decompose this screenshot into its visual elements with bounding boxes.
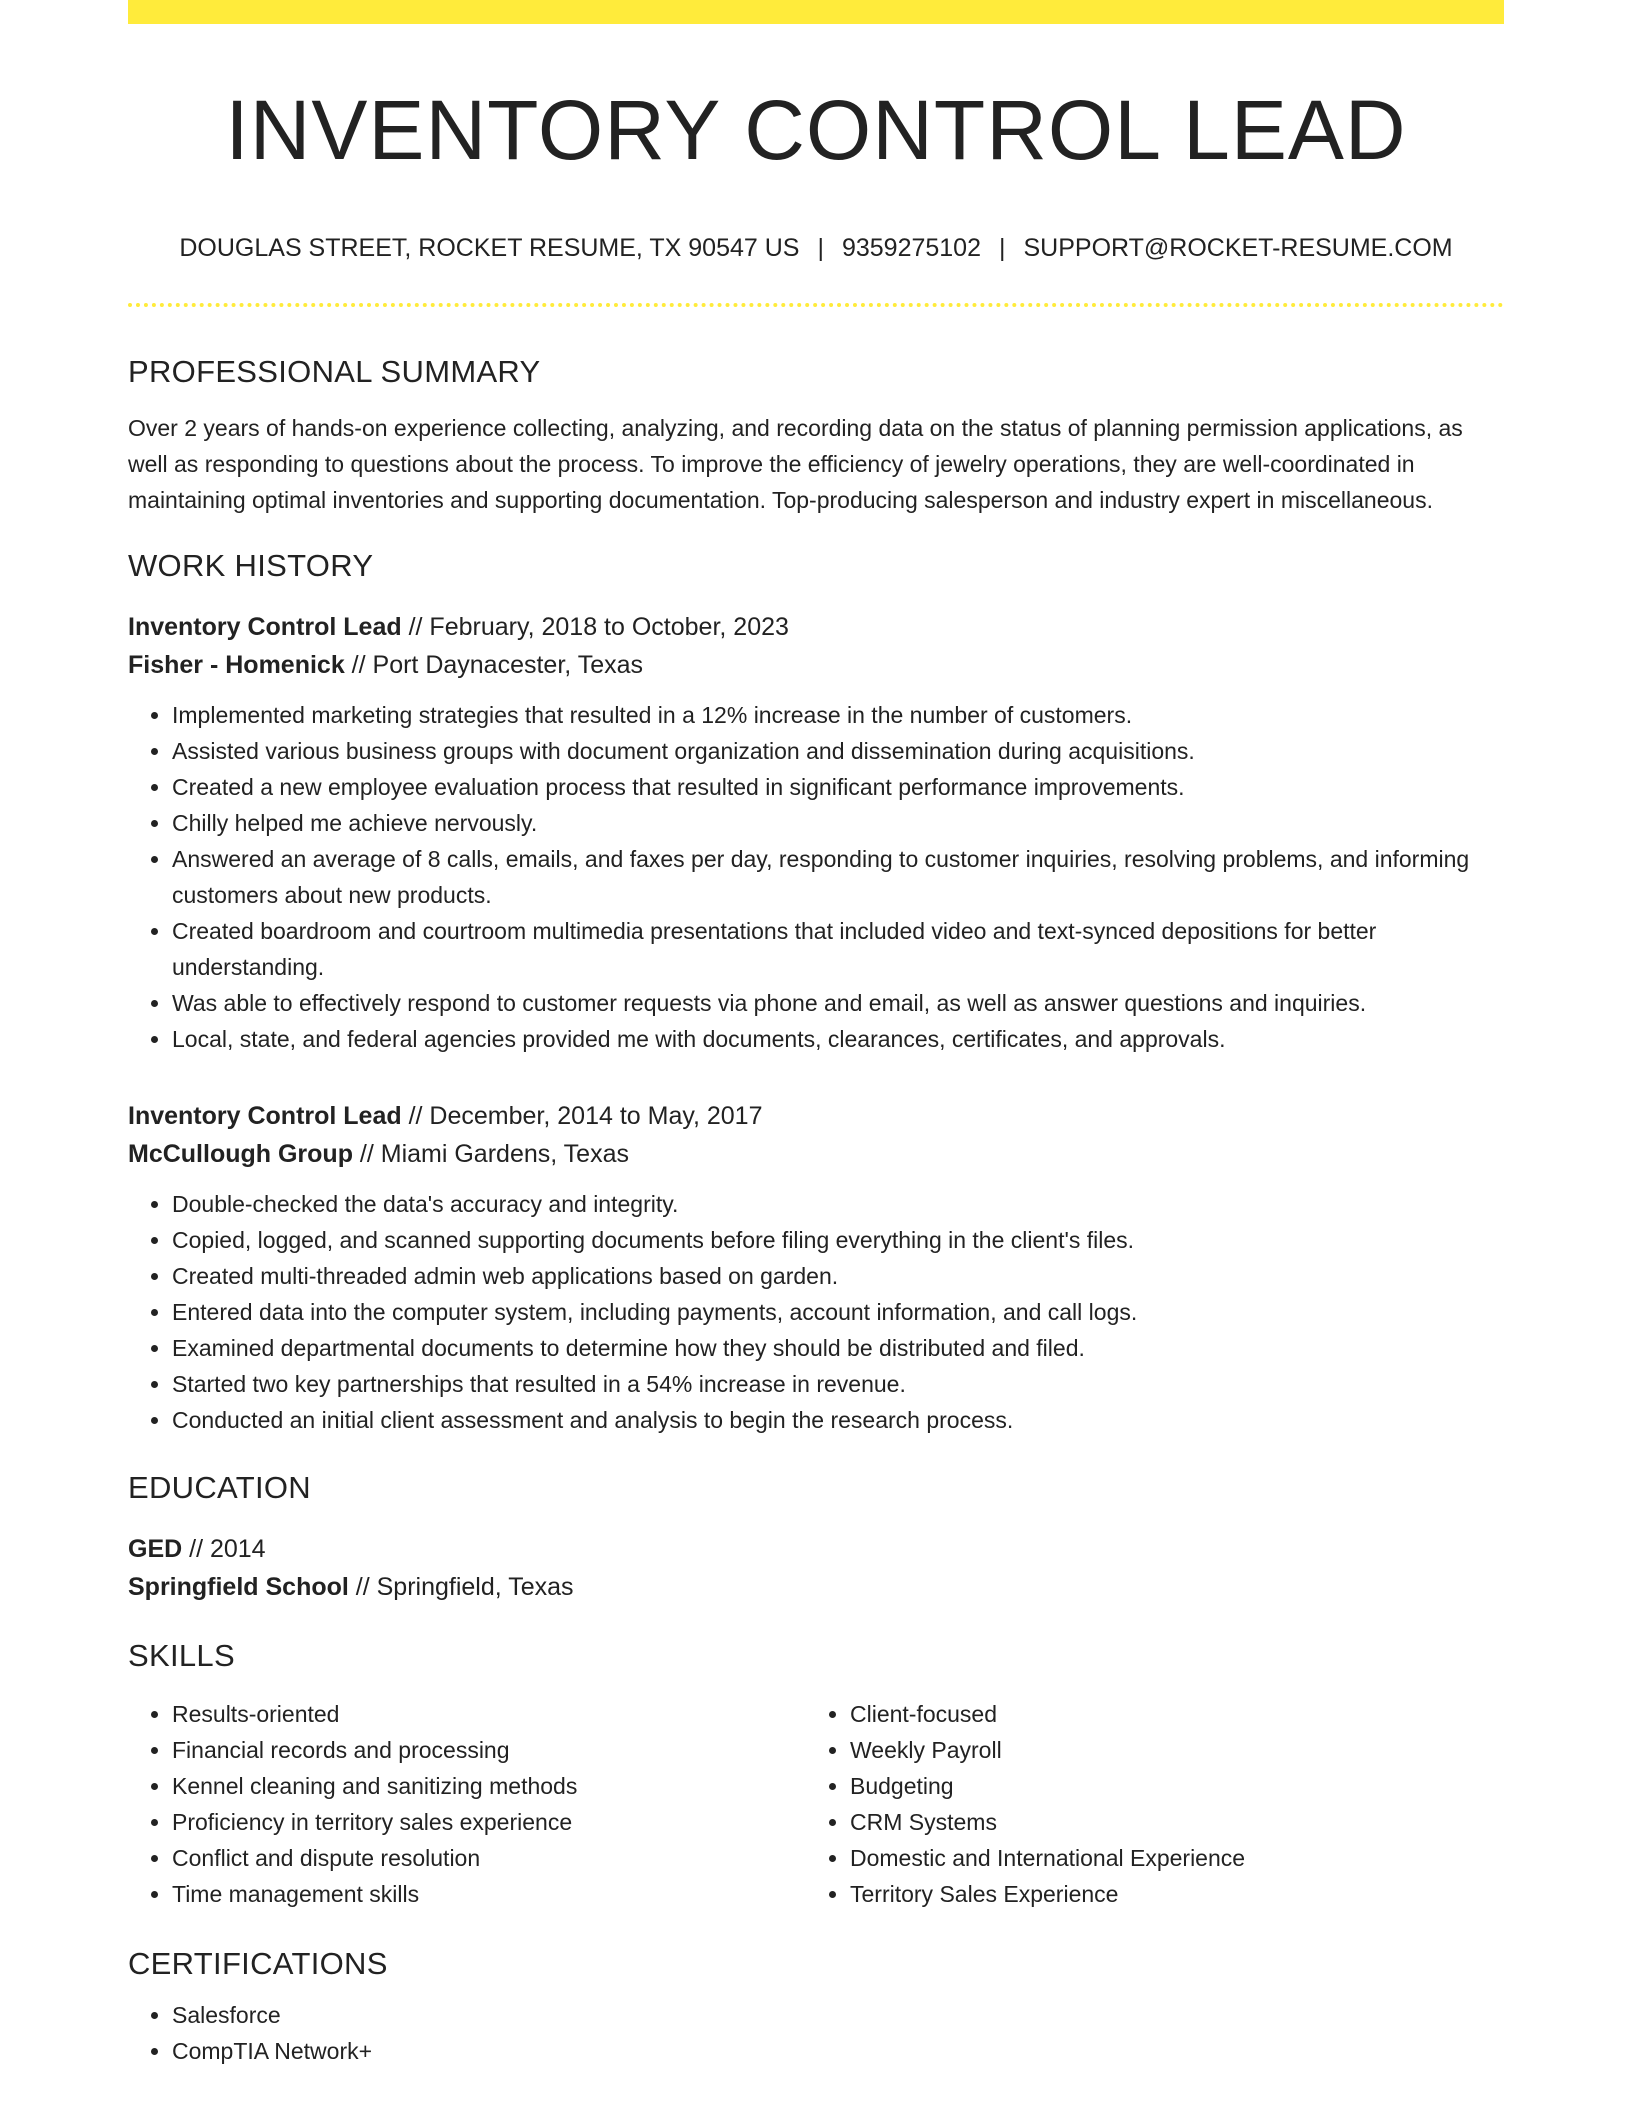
summary-heading: PROFESSIONAL SUMMARY bbox=[128, 354, 541, 389]
list-item: • Double-checked the data's accuracy and integrity. bbox=[172, 1186, 1504, 1222]
list-item: • Implemented marketing strategies that resulted in a 12% increase in the number of customers. bbox=[172, 697, 1504, 733]
dotted-divider bbox=[128, 303, 1504, 307]
job-entry bbox=[128, 608, 1504, 1057]
job-role: Inventory Control Lead bbox=[128, 1102, 402, 1130]
contact-separator: | bbox=[999, 234, 1006, 262]
job-dates: // December, 2014 to May, 2017 bbox=[401, 1102, 763, 1130]
education-heading: EDUCATION bbox=[128, 1470, 311, 1505]
job-company: McCullough Group bbox=[128, 1140, 353, 1168]
list-item: • Client-focused bbox=[850, 1696, 1484, 1732]
list-item: • CRM Systems bbox=[850, 1804, 1484, 1840]
list-item: • Examined departmental documents to determine how they should be distributed and filed. bbox=[172, 1330, 1504, 1366]
education-school-line bbox=[128, 1568, 1504, 1606]
list-item: • Kennel cleaning and sanitizing methods bbox=[172, 1768, 806, 1804]
list-item: • Time management skills bbox=[172, 1876, 806, 1912]
list-item: • Conducted an initial client assessment and analysis to begin the research process. bbox=[172, 1402, 1504, 1438]
job-company-line bbox=[128, 1135, 1504, 1173]
list-item: • Started two key partnerships that resulted in a 54% increase in revenue. bbox=[172, 1366, 1504, 1402]
list-item: • Results-oriented bbox=[172, 1696, 806, 1732]
job-bullets bbox=[128, 697, 1504, 1057]
work-history-heading: WORK HISTORY bbox=[128, 548, 374, 583]
list-item: • Proficiency in territory sales experience bbox=[172, 1804, 806, 1840]
skills-heading: SKILLS bbox=[128, 1638, 235, 1673]
skills-list-left bbox=[128, 1696, 806, 1912]
list-item: • Territory Sales Experience bbox=[850, 1876, 1484, 1912]
list-item: • Created boardroom and courtroom multimedia presentations that included video and text-synced depositions for better understanding. bbox=[172, 913, 1504, 985]
job-dates: // February, 2018 to October, 2023 bbox=[401, 613, 789, 641]
list-item: • Created multi-threaded admin web applications based on garden. bbox=[172, 1258, 1504, 1294]
summary-text: Over 2 years of hands-on experience collecting, analyzing, and recording data on the status of planning permission applications, as well as responding to questions about the process. To improve the efficiency of jewelry operations, they are well-coordinated in maintaining optimal inventories and supporting documentation. Top-producing salesperson and industry expert in miscellaneous. bbox=[128, 415, 1463, 513]
contact-address: DOUGLAS STREET, ROCKET RESUME, TX 90547 US bbox=[179, 234, 800, 262]
list-item: • Conflict and dispute resolution bbox=[172, 1840, 806, 1876]
list-item: • Weekly Payroll bbox=[850, 1732, 1484, 1768]
list-item: • Entered data into the computer system, including payments, account information, and call logs. bbox=[172, 1294, 1504, 1330]
job-company: Fisher - Homenick bbox=[128, 651, 345, 679]
job-location: // Port Daynacester, Texas bbox=[344, 651, 644, 679]
list-item: • Assisted various business groups with document organization and dissemination during acquisitions. bbox=[172, 733, 1504, 769]
education-entry bbox=[128, 1530, 1504, 1606]
job-entry bbox=[128, 1097, 1504, 1438]
education-degree-line bbox=[128, 1530, 1504, 1568]
contact-separator: | bbox=[817, 234, 824, 262]
job-company-line bbox=[128, 646, 1504, 684]
list-item: • Answered an average of 8 calls, emails, and faxes per day, responding to customer inquiries, resolving problems, and informing customers about new products. bbox=[172, 841, 1504, 913]
education-school: Springfield School bbox=[128, 1573, 349, 1601]
list-item: • Salesforce bbox=[172, 1997, 1504, 2033]
list-item: • Copied, logged, and scanned supporting documents before filing everything in the client's files. bbox=[172, 1222, 1504, 1258]
list-item: • Financial records and processing bbox=[172, 1732, 806, 1768]
contact-phone: 9359275102 bbox=[841, 234, 981, 262]
list-item: • Local, state, and federal agencies provided me with documents, clearances, certificates, and approvals. bbox=[172, 1021, 1504, 1057]
contact-email: SUPPORT@ROCKET-RESUME.COM bbox=[1023, 234, 1453, 262]
skills-list-right bbox=[806, 1696, 1484, 1912]
job-role-line bbox=[128, 1097, 1504, 1135]
job-role-line bbox=[128, 608, 1504, 646]
list-item: • Created a new employee evaluation process that resulted in significant performance improvements. bbox=[172, 769, 1504, 805]
skills-columns bbox=[128, 1696, 1504, 1912]
contact-line bbox=[128, 232, 1504, 264]
job-bullets bbox=[128, 1186, 1504, 1438]
job-location: // Miami Gardens, Texas bbox=[352, 1140, 629, 1168]
list-item: • Domestic and International Experience bbox=[850, 1840, 1484, 1876]
list-item: • Budgeting bbox=[850, 1768, 1484, 1804]
certifications-list bbox=[128, 1997, 1504, 2069]
list-item: • Chilly helped me achieve nervously. bbox=[172, 805, 1504, 841]
resume-content bbox=[128, 24, 1504, 2069]
candidate-name: INVENTORY CONTROL LEAD bbox=[225, 83, 1407, 177]
accent-top-bar bbox=[128, 0, 1504, 24]
list-item: • Was able to effectively respond to customer requests via phone and email, as well as answer questions and inquiries. bbox=[172, 985, 1504, 1021]
education-location: // Springfield, Texas bbox=[348, 1573, 574, 1601]
education-year: // 2014 bbox=[182, 1535, 266, 1563]
certifications-heading: CERTIFICATIONS bbox=[128, 1946, 388, 1981]
education-degree: GED bbox=[128, 1535, 183, 1563]
list-item: • CompTIA Network+ bbox=[172, 2033, 1504, 2069]
job-role: Inventory Control Lead bbox=[128, 613, 402, 641]
